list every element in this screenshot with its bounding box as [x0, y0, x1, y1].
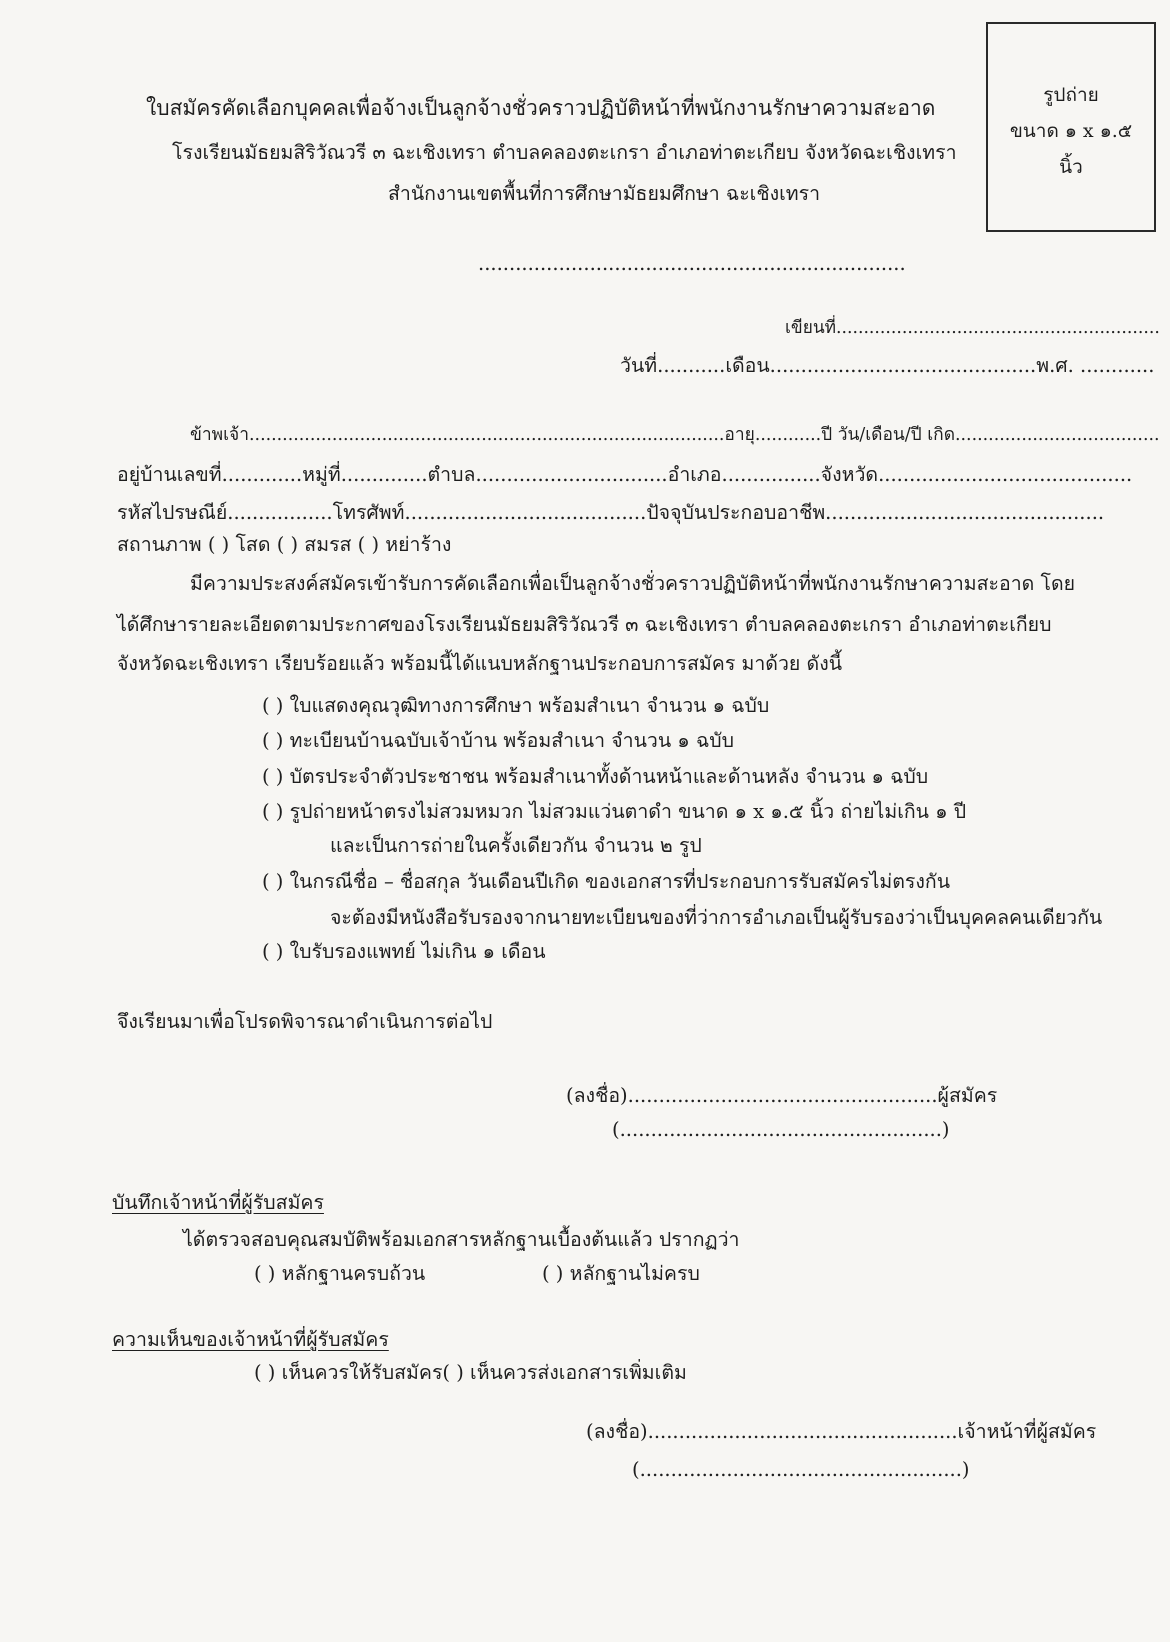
form-title: ใบสมัครคัดเลือกบุคคลเพื่อจ้างเป็นลูกจ้างชั่วคราวปฏิบัติหน้าที่พนักงานรักษาความสะอาด — [146, 96, 936, 120]
intent-paragraph-line-2: ได้ศึกษารายละเอียดตามประกาศของโรงเรียนมัธยมสิริวัณวรี ๓ ฉะเชิงเทรา ตำบลคลองตะเกรา อำเภอท่าตะเกียบ — [117, 613, 1052, 636]
applicant-printed-name-line: (....................................................) — [612, 1118, 950, 1141]
applicant-name-age-line: ข้าพเจ้า......................................................................................อายุ............ปี วัน/เดือน/ปี เกิด..................................... — [190, 425, 1160, 445]
closing-statement: จึงเรียนมาเพื่อโปรดพิจารณาดำเนินการต่อไป — [117, 1010, 493, 1033]
document-item-medical-certificate: ( ) ใบรับรองแพทย์ ไม่เกิน ๑ เดือน — [262, 940, 546, 963]
officer-opinion-heading: ความเห็นของเจ้าหน้าที่ผู้รับสมัคร — [112, 1328, 389, 1351]
marital-status-line: สถานภาพ ( ) โสด ( ) สมรส ( ) หย่าร้าง — [117, 533, 452, 556]
school-name: โรงเรียนมัธยมสิริวัณวรี ๓ ฉะเชิงเทรา ตำบลคลองตะเกรา อำเภอท่าตะเกียบ จังหวัดฉะเชิงเทรา — [172, 141, 957, 164]
officer-opinion-options: ( ) เห็นควรให้รับสมัคร( ) เห็นควรส่งเอกสารเพิ่มเติม — [254, 1361, 687, 1384]
document-item-education: ( ) ใบแสดงคุณวุฒิทางการศึกษา พร้อมสำเนา จำนวน ๑ ฉบับ — [262, 694, 770, 717]
document-item-name-mismatch-detail: จะต้องมีหนังสือรับรองจากนายทะเบียนของที่ว่าการอำเภอเป็นผู้รับรองว่าเป็นบุคคลคนเดียวกัน — [330, 906, 1103, 929]
document-item-house-registration: ( ) ทะเบียนบ้านฉบับเจ้าบ้าน พร้อมสำเนา จำนวน ๑ ฉบับ — [262, 729, 735, 752]
applicant-signature-line: (ลงชื่อ)..................................................ผู้สมัคร — [566, 1084, 998, 1107]
photo-box-unit: นิ้ว — [1059, 156, 1083, 178]
officer-record-text: ได้ตรวจสอบคุณสมบัติพร้อมเอกสารหลักฐานเบื้องต้นแล้ว ปรากฏว่า — [183, 1228, 740, 1251]
office-name: สำนักงานเขตพื้นที่การศึกษามัธยมศึกษา ฉะเชิงเทรา — [388, 182, 821, 205]
officer-record-heading: บันทึกเจ้าหน้าที่ผู้รับสมัคร — [112, 1191, 324, 1214]
intent-paragraph-line-3: จังหวัดฉะเชิงเทรา เรียบร้อยแล้ว พร้อมนี้ได้แนบหลักฐานประกอบการสมัคร มาด้วย ดังนี้ — [117, 652, 843, 675]
header-dotline: ..................................................................... — [478, 252, 906, 275]
date-field: วันที่...........เดือน...........................................พ.ศ. ............ — [620, 354, 1155, 377]
applicant-postal-phone-line: รหัสไปรษณีย์.................โทรศัพท์.......................................ปัจจุบันประกอบอาชีพ............................................. — [117, 501, 1105, 524]
photo-box-label: รูปถ่าย — [1043, 84, 1099, 106]
document-item-name-mismatch: ( ) ในกรณีชื่อ – ชื่อสกุล วันเดือนปีเกิด ของเอกสารที่ประกอบการรับสมัครไม่ตรงกัน — [262, 870, 951, 893]
option-documents-complete: ( ) หลักฐานครบถ้วน — [254, 1262, 426, 1285]
photo-box-size: ขนาด ๑ x ๑.๕ — [1009, 120, 1133, 142]
intent-paragraph-line-1: มีความประสงค์สมัครเข้ารับการคัดเลือกเพื่อเป็นลูกจ้างชั่วคราวปฏิบัติหน้าที่พนักงานรักษาความสะอาด โดย — [190, 572, 1076, 595]
photo-box — [986, 22, 1156, 232]
document-item-photo: ( ) รูปถ่ายหน้าตรงไม่สวมหมวก ไม่สวมแว่นตาดำ ขนาด ๑ x ๑.๕ นิ้ว ถ่ายไม่เกิน ๑ ปี — [262, 800, 967, 823]
officer-printed-name-line: (....................................................) — [632, 1458, 970, 1481]
document-item-id-card: ( ) บัตรประจำตัวประชาชน พร้อมสำเนาทั้งด้านหน้าและด้านหลัง จำนวน ๑ ฉบับ — [262, 765, 929, 788]
applicant-address-line: อยู่บ้านเลขที่.............หมู่ที่..............ตำบล...............................อำเภอ................จังหวัด......................................... — [117, 463, 1133, 486]
written-at-field: เขียนที่........................................................... — [785, 318, 1160, 338]
document-item-photo-detail: และเป็นการถ่ายในครั้งเดียวกัน จำนวน ๒ รูป — [330, 834, 702, 857]
officer-signature-line: (ลงชื่อ)..................................................เจ้าหน้าที่ผู้สมัคร — [586, 1420, 1097, 1443]
option-documents-incomplete: ( ) หลักฐานไม่ครบ — [542, 1262, 700, 1285]
